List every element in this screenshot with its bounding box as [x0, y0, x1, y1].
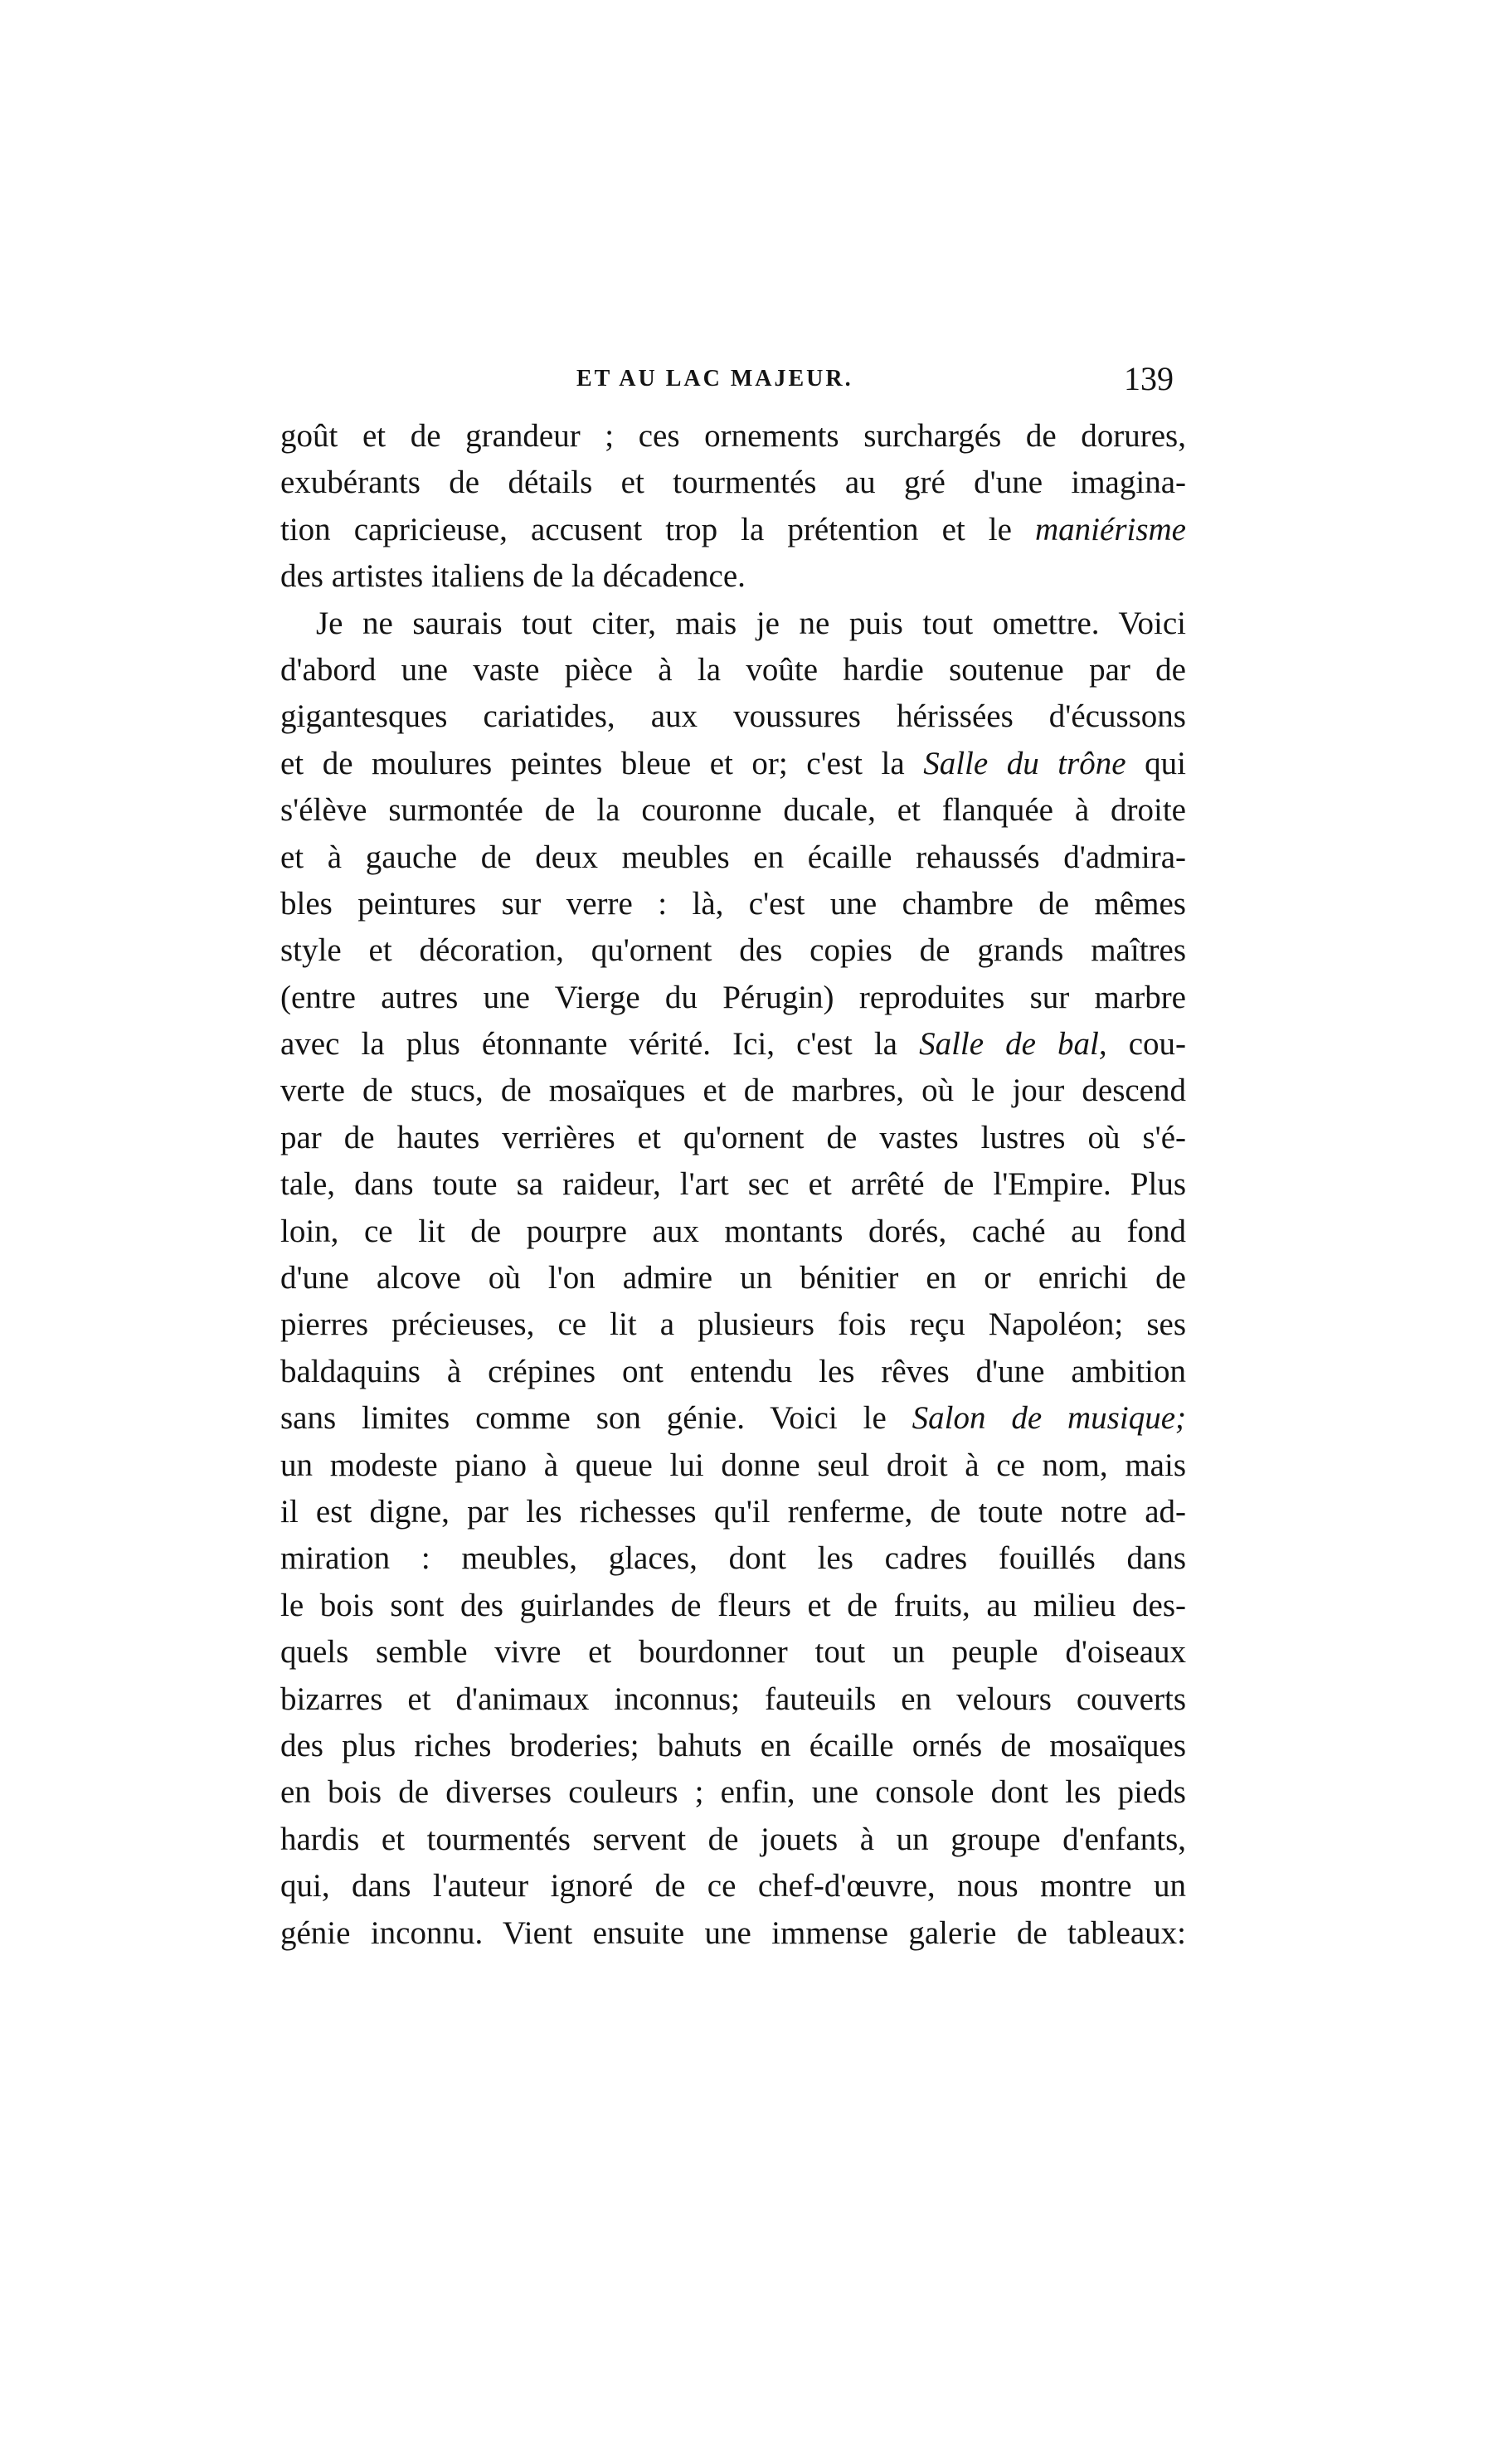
text-segment: un modeste piano à queue lui donne seul droit à ce nom, mais [280, 1447, 1186, 1483]
text-segment: (entre autres une Vierge du Pérugin) reproduites sur marbre [280, 979, 1186, 1015]
text-line [280, 1255, 1186, 1301]
text-line [280, 741, 1186, 787]
text-line [280, 507, 1186, 553]
text-segment: avec la plus étonnante vérité. Ici, c'est la [280, 1026, 920, 1063]
text-segment: tale, dans toute sa raideur, l'art sec et arrêté de l'Empire. Plus [280, 1166, 1186, 1203]
text-segment: goût et de grandeur ; ces ornements surchargés de dorures, [280, 418, 1186, 454]
text-segment: des plus riches broderies; bahuts en écaille ornés de mosaïques [280, 1727, 1186, 1763]
text-segment: baldaquins à crépines ont entendu les rêves d'une ambition [280, 1353, 1186, 1389]
text-line [280, 881, 1186, 927]
text-segment: style et décoration, qu'ornent des copies de grands maîtres [280, 932, 1186, 969]
text-line [280, 787, 1186, 834]
text-line [280, 1489, 1186, 1535]
text-segment: Je ne saurais tout citer, mais je ne puis tout omettre. Voici [316, 605, 1186, 641]
text-line [280, 1349, 1186, 1395]
text-line [280, 1209, 1186, 1255]
text-segment: pierres précieuses, ce lit a plusieurs fois reçu Napoléon; ses [280, 1306, 1186, 1343]
text-segment: et de moulures peintes bleue et or; c'est la [280, 745, 924, 781]
text-line [280, 927, 1186, 974]
italic-text: Salle de bal, [919, 1026, 1107, 1063]
text-segment: s'élève surmontée de la couronne ducale, et flanquée à droite [280, 792, 1186, 829]
text-segment: bizarres et d'animaux inconnus; fauteuils en velours couverts [280, 1681, 1186, 1717]
italic-text: Salon de musique; [912, 1400, 1186, 1437]
running-header [282, 359, 1186, 409]
italic-text: Salle du trône [923, 745, 1126, 781]
text-segment: des artistes italiens de la décadence. [280, 558, 746, 595]
text-line [280, 1161, 1186, 1208]
text-segment: qui, dans l'auteur ignoré de ce chef-d'œuvre, nous montre un [280, 1868, 1186, 1904]
text-line [280, 1910, 1186, 1957]
text-line [280, 1535, 1186, 1582]
text-line [280, 601, 1186, 647]
text-segment: le bois sont des guirlandes de fleurs et de fruits, au milieu des- [280, 1587, 1186, 1623]
text-segment: génie inconnu. Vient ensuite une immense galerie de tableaux: [280, 1914, 1186, 1951]
text-segment: miration : meubles, glaces, dont les cadres fouillés dans [280, 1540, 1186, 1577]
text-line [280, 1629, 1186, 1676]
text-line [280, 834, 1186, 881]
text-line [280, 975, 1186, 1021]
text-segment: exubérants de détails et tourmentés au gré d'une imagina- [280, 465, 1186, 501]
text-line [280, 1583, 1186, 1629]
text-segment: quels semble vivre et bourdonner tout un peuple d'oiseaux [280, 1634, 1186, 1671]
text-line [280, 413, 1186, 460]
text-line [280, 693, 1186, 740]
text-segment: hardis et tourmentés servent de jouets à un groupe d'enfants, [280, 1821, 1186, 1857]
body-text [280, 413, 1186, 1957]
text-segment: gigantesques cariatides, aux voussures hérissées d'écussons [280, 698, 1186, 735]
text-line [280, 1301, 1186, 1348]
text-segment: bles peintures sur verre : là, c'est une chambre de mêmes [280, 885, 1186, 922]
text-line [280, 553, 1186, 600]
text-segment: d'une alcove où l'on admire un bénitier en or enrichi de [280, 1260, 1186, 1296]
text-segment: cou- [1106, 1026, 1186, 1063]
running-title: ET AU LAC MAJEUR. [576, 366, 853, 392]
text-line [280, 1676, 1186, 1723]
text-line [280, 1115, 1186, 1161]
page-number: 139 [1124, 360, 1174, 397]
text-segment: loin, ce lit de pourpre aux montants dorés, caché au fond [280, 1213, 1186, 1249]
text-segment: et à gauche de deux meubles en écaille rehaussés d'admira- [280, 839, 1186, 875]
text-segment: verte de stucs, de mosaïques et de marbres, où le jour descend [280, 1073, 1186, 1109]
text-segment: par de hautes verrières et qu'ornent de vastes lustres où s'é- [280, 1119, 1186, 1155]
text-line [280, 1723, 1186, 1769]
text-segment: qui [1125, 745, 1186, 781]
text-line [280, 1442, 1186, 1489]
italic-text: maniérisme [1035, 511, 1186, 547]
text-line [280, 1395, 1186, 1442]
text-segment: sans limites comme son génie. Voici le [280, 1400, 912, 1437]
text-segment: tion capricieuse, accusent trop la prétention et le [280, 511, 1036, 547]
text-line [280, 1068, 1186, 1114]
text-line [280, 460, 1186, 506]
text-line [280, 1021, 1186, 1068]
text-segment: il est digne, par les richesses qu'il renferme, de toute notre ad- [280, 1493, 1186, 1530]
text-line [280, 1769, 1186, 1816]
text-line [280, 1817, 1186, 1863]
text-segment: d'abord une vaste pièce à la voûte hardie soutenue par de [280, 651, 1186, 688]
text-segment: en bois de diverses couleurs ; enfin, une console dont les pieds [280, 1774, 1186, 1811]
text-line [280, 1863, 1186, 1909]
text-line [280, 647, 1186, 693]
